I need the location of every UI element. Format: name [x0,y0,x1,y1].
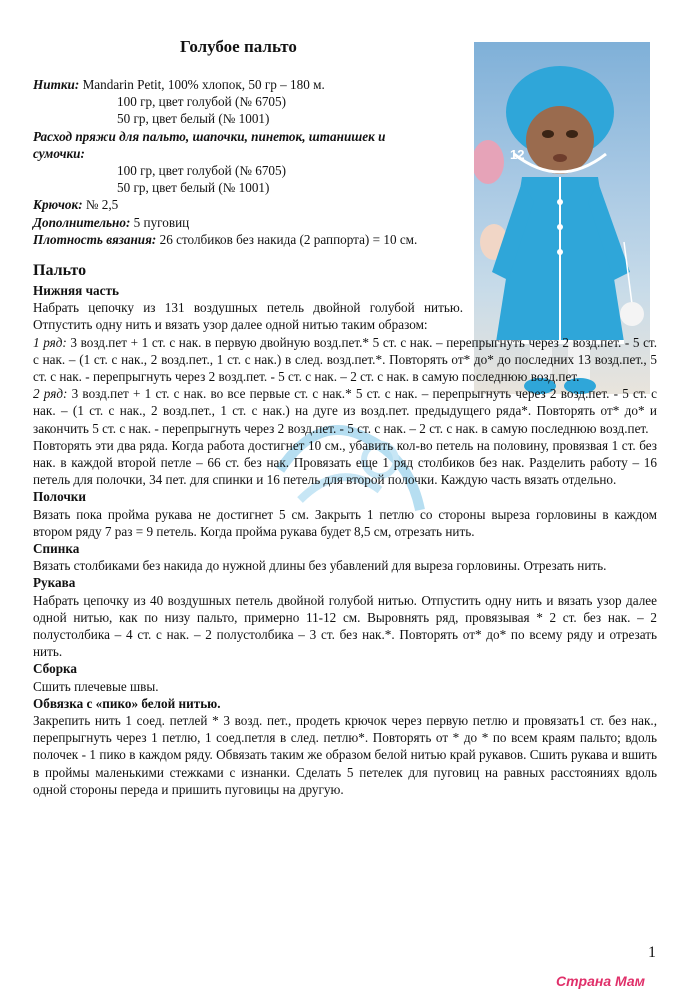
section-title-coat: Пальто [33,262,87,279]
extra-text: 5 пуговиц [130,214,190,230]
row-1-label: 1 ряд: [33,334,67,350]
bottom-part-continue: Повторять эти два ряда. Когда работа достигнет 10 см., убавить кол-во петель на половину, провязвая 1 ст. без нак. в каждой второй петле – 66 ст. без нак. Провязать еще 1 ряд столбиков без нак. Разделить работу – 16 петель для полочки, 34 пет. для спинки и 16 петель для второй полочки. Каждую часть вязать отдельно. [33,437,657,488]
yarn-label: Нитки: [33,77,80,92]
density-label: Плотность вязания: [33,231,157,247]
picot-text: Закрепить нить 1 соед. петлей * 3 возд. пет., продеть крючок через первую петлю и провязать1 ст. без нак., перепрыгнуть через 1 петлю, 1 соед.петля в след. петлю*. Повторять от * до * по всем краям пальто; вдоль полочек - 1 пико в каждом ряду. Обвязать таким же образом белой нитью край рукавов. Сшить рукава и вшить в проймы маленькими стежками с изнанки. Сделать 5 петелек для пуговиц на равных расстояниях вдоль одной стороны переда и пришить пуговицы на другую. [33,713,657,797]
yarn-text: Mandarin Petit, 100% хлопок, 50 гр – 180 м. [79,77,325,92]
consumption-label: Расход пряжи для пальто, шапочки, пинеток, штанишек и сумочки: [33,128,386,161]
density-line [33,231,473,248]
picot-heading: Обвязка с «пико» белой нитью. [33,695,221,711]
fronts-text: Вязать пока пройма рукава не достигнет 5 см. Закрыть 1 петлю со стороны выреза горловины в каждом втором ряду 7 раз = 9 петель. Когда пройма рукава будет 8,5 см, отрезать нить. [33,506,657,539]
photo-label: 12 [510,147,525,162]
instructions-body [33,282,657,798]
row-2-label: 2 ряд: [33,386,68,402]
bg-toy-pink [474,140,504,184]
sleeves-text: Набрать цепочку из 40 воздушных петель двойной голубой нитью. Отпустить одну нить и вязать узор далее одной нитью, как по низу пальто, примерно 11-12 см. Выровнять ряд, провязывая * 2 ст. без нак. – 2 полустолбика – 4 ст. с нак. – 2 полустолбика – 3 ст. без нак.*. Повторять от* до* по всему ряду и отрезать нить. [33,592,657,660]
yarn-line-3: 50 гр, цвет белый (№ 1001) [117,111,270,127]
back-text: Вязать столбиками без накида до нужной длины без убавлений для выреза горловины. Отрезать нить. [33,558,607,574]
fronts-heading: Полочки [33,489,86,505]
hook-label: Крючок: [33,197,83,213]
density-text: 26 столбиков без накида (2 раппорта) = 10 см. [156,231,418,247]
assembly-heading: Сборка [33,661,78,677]
assembly-text: Сшить плечевые швы. [33,678,159,694]
yarn-line [33,76,473,93]
materials-spec [33,76,473,248]
row-1-paragraph [33,334,657,386]
consumption-line-1: 100 гр, цвет голубой (№ 6705) [117,163,286,179]
hook-line [33,196,473,213]
bottom-part-heading: Нижняя часть [33,283,119,298]
bottom-part-intro: Набрать цепочку из 131 воздушных петель двойной голубой нитью. Отпустить одну нить и вязать узор далее одной нитью таким образом: [33,300,463,333]
back-heading: Спинка [33,541,80,557]
row-2-paragraph [33,385,657,437]
hook-text: № 2,5 [82,197,119,213]
extra-line [33,214,473,231]
row-2-text: 3 возд.пет + 1 ст. с нак. во все первые ст. с нак.* 5 ст. с нак. – перепрыгнуть через 2 возд.пет. - 5 ст. с нак. – (1 ст. с нак., 2 возд.пет., 1 ст. с нак.) на дуге из возд.пет. предыдущего ряда*. Повторять от* до* и закончить 5 ст. с нак. - перепрыгнуть через 2 возд.пет. - 5 ст. с нак. – 2 ст. с нак. в самую последнюю возд.пет. [33,386,657,436]
extra-label: Дополнительно: [33,214,131,230]
yarn-line-2: 100 гр, цвет голубой (№ 6705) [117,94,286,110]
sleeves-heading: Рукава [33,575,76,591]
row-1-text: 3 возд.пет + 1 ст. с нак. в первую двойную возд.пет.* 5 ст. с нак. – перепрыгнуть через 2 возд.пет. - 5 ст. с нак. – (1 ст. с нак., 2 возд.пет., 1 ст. с нак.) в след. возд.пет.*. Повторять от* до* до последних 13 возд.пет., 5 ст. с нак. - перепрыгнуть через 2 возд.пет. - 5 ст. с нак. – 2 ст. с нак. в самую последнюю возд.пет. [33,334,657,385]
doll-face [526,106,594,174]
consumption-line-2: 50 гр, цвет белый (№ 1001) [117,180,270,196]
site-logo: Страна Мам [556,973,646,989]
document-title: Голубое пальто [180,37,297,56]
page-number: 1 [648,944,656,961]
